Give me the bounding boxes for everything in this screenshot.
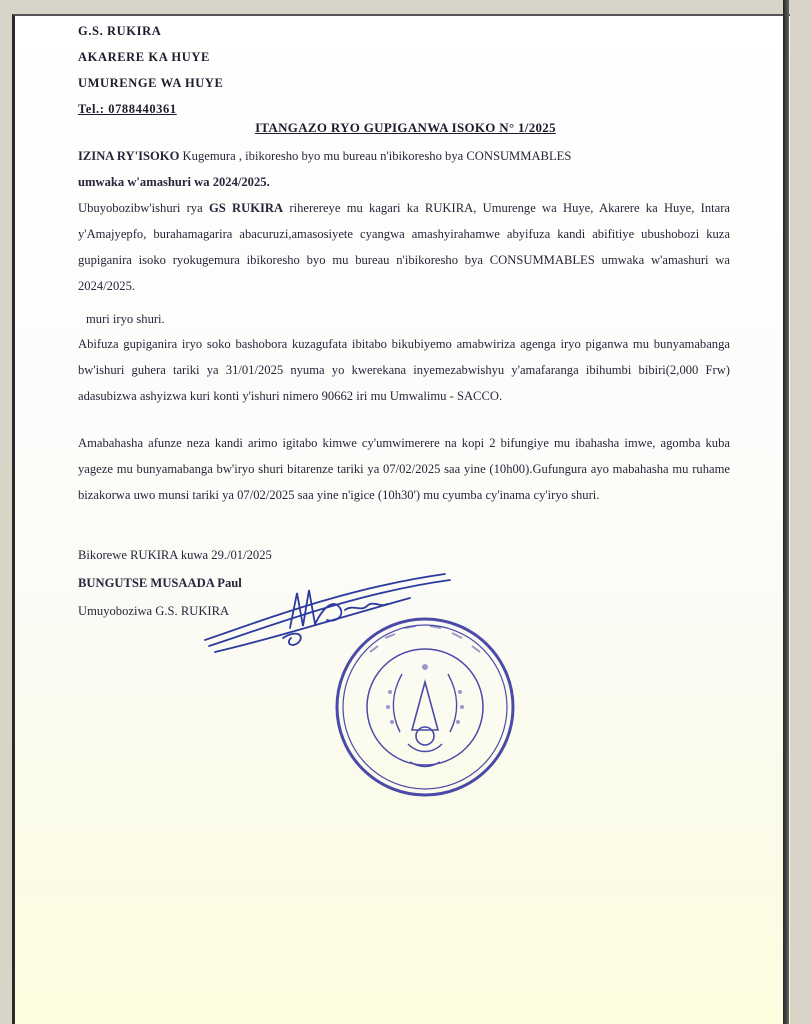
scan-border — [783, 0, 789, 1024]
paragraph-invitation-tail: muri iryo shuri. — [86, 312, 165, 326]
tender-year: umwaka w'amashuri wa 2024/2025. — [78, 175, 270, 189]
signatory-name: BUNGUTSE MUSAADA Paul — [78, 576, 242, 590]
paragraph-invitation-text: riherereye mu kagari ka RUKIRA, Umurenge wa Huye, Akarere ka Huye, Intara y'Amajyepfo, burahamagarira abacuruzi,amasosiyete cyangwa amashyirahamwe abyifuza kandi abifitiye ubushobozi kuza gupiganira isoko ryokugemura ibikoresho byo mu bureau n'ibikoresho bya CONSUMMABLES umwaka w'amashuri wa 2024/2025. — [78, 201, 731, 293]
phone-number: Tel.: 0788440361 — [78, 102, 177, 116]
paragraph-submission: Amabahasha afunze neza kandi arimo igitabo kimwe cy'umwimerere na kopi 2 bifungiye mu ibahasha imwe, agomba kuba yageze mu bunyamabanga bw'iryo shuri bitarenze tariki ya 07/02/2025 saa yine (10h00).Gufungura ayo mabahasha mu ruhame bizakorwa uwo munsi tariki ya 07/02/2025 saa yine n'igice (10h30') mu cyumba cy'inama cy'iryo shuri. — [78, 436, 730, 502]
done-at: Bikorewe RUKIRA kuwa 29./01/2025 — [78, 548, 272, 562]
school-name: G.S. RUKIRA — [78, 24, 162, 38]
tender-name-text: Kugemura , ibikoresho byo mu bureau n'ibikoresho bya CONSUMMABLES — [182, 149, 572, 163]
signatory-role: Umuyoboziwa G.S. RUKIRA — [78, 604, 230, 618]
paragraph-documents: Abifuza gupiganira iryo soko bashobora kuzagufata ibitabo bikubiyemo amabwiriza agenga iryo piganwa mu bunyamabanga bw'ishuri guhera tariki ya 31/01/2025 nyuma yo kwerekana inyemezabwishyu y'amafaranga ibihumbi bibiri(2,000 Frw) adasubizwa ashyizwa kuri konti y'ishuri nimero 90662 iri mu Umwalimu - SACCO. — [78, 337, 730, 403]
paragraph-invitation-intro: Ubuyobozibw'ishuri rya — [78, 201, 203, 215]
official-stamp — [330, 612, 520, 802]
sector-name: UMURENGE WA HUYE — [78, 76, 224, 90]
tender-name-label: IZINA RY'ISOKO — [78, 149, 180, 163]
tender-name-block — [78, 143, 730, 195]
school-name-bold: GS RUKIRA — [208, 201, 284, 215]
district-name: AKARERE KA HUYE — [78, 50, 210, 64]
paragraph-invitation — [78, 195, 730, 299]
notice-title: ITANGAZO RYO GUPIGANWA ISOKO N° 1/2025 — [255, 120, 556, 135]
